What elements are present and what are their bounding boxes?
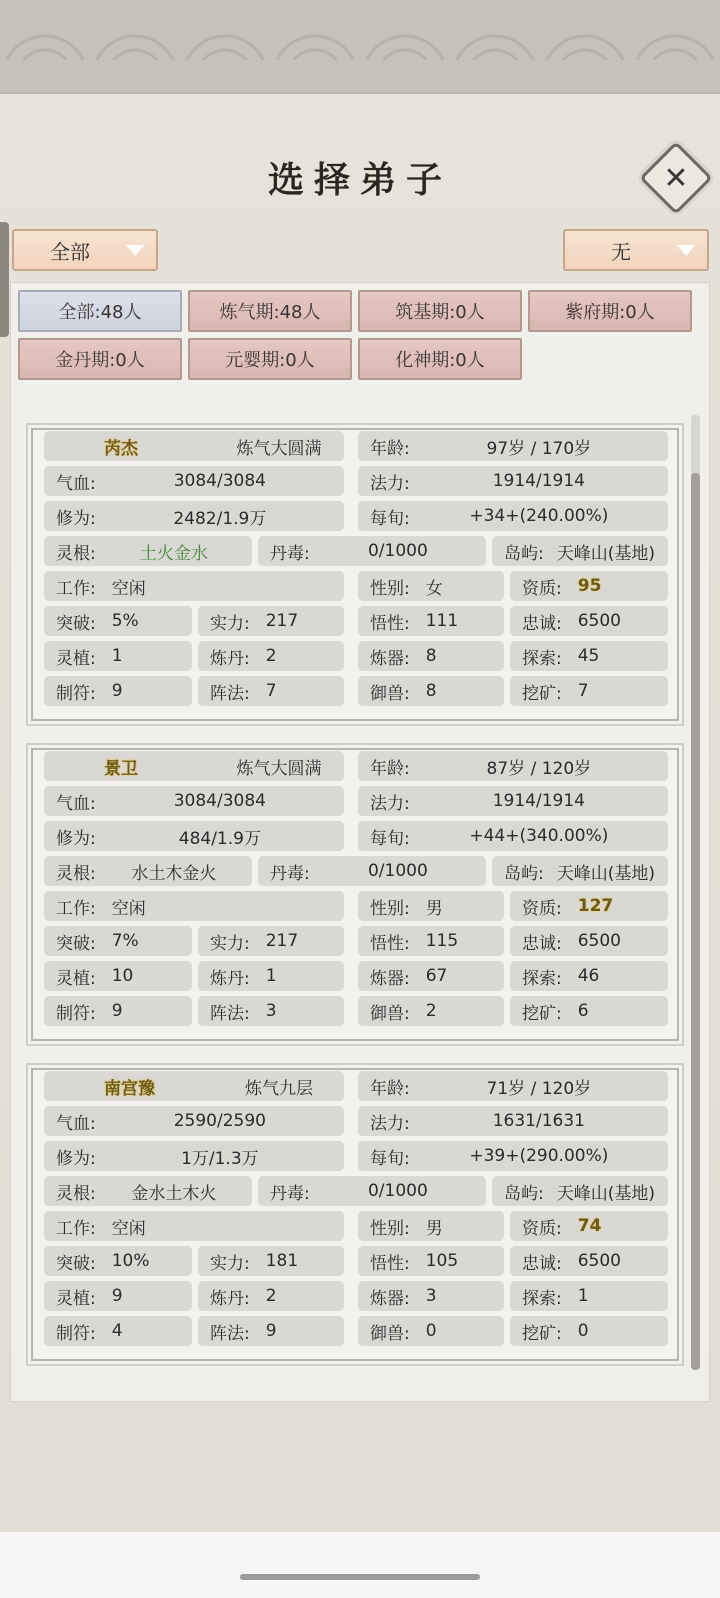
disciple-name: 南宫豫 xyxy=(104,1078,155,1099)
stat-value: 6500 xyxy=(577,931,621,951)
stat-talisman xyxy=(44,1316,192,1346)
stat-label: 法力: xyxy=(370,473,410,494)
stat-value: 181 xyxy=(265,1251,299,1271)
stat-formation xyxy=(198,996,344,1026)
stat-label: 阵法: xyxy=(210,1323,250,1344)
stat-label: 阵法: xyxy=(210,683,250,704)
stat-value: 0/1000 xyxy=(367,861,428,881)
stat-value: 男 xyxy=(425,1218,443,1239)
stat-mining xyxy=(510,1316,668,1346)
stat-value: 1914/1914 xyxy=(492,791,585,811)
stat-aptitude xyxy=(510,891,668,921)
stat-value: 3 xyxy=(265,1001,277,1021)
stat-value: 空闲 xyxy=(111,898,146,919)
filter-button[interactable]: 炼气期:48人 xyxy=(188,290,352,332)
filter-button[interactable]: 紫府期:0人 xyxy=(528,290,692,332)
stat-value: 87岁 / 120岁 xyxy=(486,758,592,779)
stat-plant xyxy=(44,961,192,991)
stat-value: 天峰山(基地) xyxy=(556,1183,655,1204)
stat-value: 9 xyxy=(111,1286,123,1306)
stat-value: 1914/1914 xyxy=(492,471,585,491)
stat-explore xyxy=(510,961,668,991)
top-wave-band xyxy=(0,0,720,100)
stat-value: 金水土木火 xyxy=(131,1183,217,1204)
disciple-realm: 炼气九层 xyxy=(245,1078,313,1099)
stat-comprehension xyxy=(358,606,504,636)
stat-value: 水土木金火 xyxy=(131,863,217,884)
stat-label: 性别: xyxy=(370,898,410,919)
filter-button[interactable]: 化神期:0人 xyxy=(358,338,522,380)
sort-dropdown-value: 无 xyxy=(611,239,631,264)
stat-value: 0 xyxy=(425,1321,437,1341)
stat-label: 年龄: xyxy=(370,438,410,459)
stat-label: 灵植: xyxy=(56,968,96,989)
stat-label: 突破: xyxy=(56,613,96,634)
stat-label: 悟性: xyxy=(370,933,410,954)
stat-island xyxy=(492,1176,668,1206)
stat-value: 1631/1631 xyxy=(492,1111,585,1131)
stat-label: 灵植: xyxy=(56,648,96,669)
stat-value: 1 xyxy=(577,1286,589,1306)
stat-label: 炼器: xyxy=(370,648,410,669)
stat-label: 岛屿: xyxy=(504,863,544,884)
stat-value: 0/1000 xyxy=(367,1181,428,1201)
stat-label: 实力: xyxy=(210,933,250,954)
stat-value: +39+(290.00%) xyxy=(469,1146,609,1166)
stat-value: 67 xyxy=(425,966,448,986)
home-indicator[interactable] xyxy=(240,1574,480,1580)
stat-breakthrough xyxy=(44,1246,192,1276)
stat-work xyxy=(44,571,344,601)
stat-age xyxy=(358,431,668,461)
stat-label: 御兽: xyxy=(370,1323,410,1344)
stat-label: 悟性: xyxy=(370,1253,410,1274)
stat-label: 悟性: xyxy=(370,613,410,634)
stat-label: 每旬: xyxy=(370,828,410,849)
stat-value: 7 xyxy=(265,681,277,701)
sort-dropdown[interactable] xyxy=(563,229,709,271)
disciple-realm: 炼气大圆满 xyxy=(236,438,322,459)
stat-label: 年龄: xyxy=(370,1078,410,1099)
chevron-down-icon xyxy=(677,245,695,256)
stat-value: 1万/1.3万 xyxy=(181,1148,259,1169)
stat-work xyxy=(44,891,344,921)
disciple-name: 景卫 xyxy=(104,758,138,779)
stat-mana xyxy=(358,466,668,496)
disciple-realm: 炼气大圆满 xyxy=(236,758,322,779)
filter-button[interactable]: 金丹期:0人 xyxy=(18,338,182,380)
stat-value: 127 xyxy=(577,896,614,916)
stat-value: 6 xyxy=(577,1001,589,1021)
stat-mining xyxy=(510,676,668,706)
stat-beast xyxy=(358,1316,504,1346)
stat-value: 7 xyxy=(577,681,589,701)
disciple-card[interactable] xyxy=(26,423,684,726)
stat-label: 突破: xyxy=(56,933,96,954)
stat-value: 3 xyxy=(425,1286,437,1306)
stat-label: 炼丹: xyxy=(210,968,250,989)
stat-label: 工作: xyxy=(56,578,96,599)
stat-value: 95 xyxy=(577,576,602,596)
filter-button[interactable]: 元婴期:0人 xyxy=(188,338,352,380)
stat-formation xyxy=(198,1316,344,1346)
stat-comprehension xyxy=(358,1246,504,1276)
stat-label: 灵根: xyxy=(56,863,96,884)
stat-root xyxy=(44,856,252,886)
stat-value: 0/1000 xyxy=(367,541,428,561)
stat-label: 实力: xyxy=(210,1253,250,1274)
stat-work xyxy=(44,1211,344,1241)
stat-forge xyxy=(358,1281,504,1311)
stat-plant xyxy=(44,641,192,671)
stat-value: 空闲 xyxy=(111,1218,146,1239)
stat-value: 2590/2590 xyxy=(173,1111,266,1131)
stat-label: 制符: xyxy=(56,1323,96,1344)
system-nav-bar xyxy=(0,1532,720,1598)
stat-label: 丹毒: xyxy=(270,543,310,564)
disciple-name-cell xyxy=(44,751,344,781)
stat-label: 年龄: xyxy=(370,758,410,779)
stat-label: 灵根: xyxy=(56,1183,96,1204)
stat-label: 性别: xyxy=(370,1218,410,1239)
stat-label: 挖矿: xyxy=(522,683,562,704)
stat-mining xyxy=(510,996,668,1026)
stat-value: 1 xyxy=(111,646,123,666)
stat-label: 修为: xyxy=(56,828,96,849)
stat-value: 97岁 / 170岁 xyxy=(486,438,592,459)
stat-value: 1 xyxy=(265,966,277,986)
stat-label: 制符: xyxy=(56,1003,96,1024)
stat-mana xyxy=(358,1106,668,1136)
stat-label: 修为: xyxy=(56,508,96,529)
stat-label: 突破: xyxy=(56,1253,96,1274)
stat-forge xyxy=(358,961,504,991)
stat-label: 气血: xyxy=(56,473,96,494)
stat-value: 8 xyxy=(425,646,437,666)
stat-value: 3084/3084 xyxy=(173,471,266,491)
stat-value: 6500 xyxy=(577,1251,621,1271)
stat-value: 2 xyxy=(425,1001,437,1021)
stat-value: 105 xyxy=(425,1251,459,1271)
stat-aptitude xyxy=(510,1211,668,1241)
stat-label: 岛屿: xyxy=(504,543,544,564)
stat-beast xyxy=(358,996,504,1026)
stat-age xyxy=(358,1071,668,1101)
stat-label: 忠诚: xyxy=(522,933,562,954)
stat-poison xyxy=(258,1176,486,1206)
stat-label: 制符: xyxy=(56,683,96,704)
realm-dropdown-value: 全部 xyxy=(50,239,90,264)
stat-label: 法力: xyxy=(370,793,410,814)
stat-gender xyxy=(358,571,504,601)
stat-breakthrough xyxy=(44,926,192,956)
disciple-name-cell xyxy=(44,431,344,461)
stat-label: 探索: xyxy=(522,1288,562,1309)
stat-poison xyxy=(258,856,486,886)
stat-per_turn xyxy=(358,1141,668,1171)
stat-comprehension xyxy=(358,926,504,956)
stat-label: 忠诚: xyxy=(522,1253,562,1274)
stat-value: +34+(240.00%) xyxy=(469,506,609,526)
stat-value: 天峰山(基地) xyxy=(556,543,655,564)
stat-loyalty xyxy=(510,606,668,636)
stat-value: 10 xyxy=(111,966,134,986)
stat-hp xyxy=(44,466,344,496)
stat-label: 丹毒: xyxy=(270,1183,310,1204)
stat-per_turn xyxy=(358,821,668,851)
stat-label: 丹毒: xyxy=(270,863,310,884)
stat-label: 资质: xyxy=(522,578,562,599)
stat-label: 性别: xyxy=(370,578,410,599)
stat-root xyxy=(44,1176,252,1206)
stat-alchemy xyxy=(198,1281,344,1311)
stat-value: 45 xyxy=(577,646,600,666)
stat-cultivation xyxy=(44,501,344,531)
stat-value: 484/1.9万 xyxy=(178,828,261,849)
stat-label: 御兽: xyxy=(370,683,410,704)
stat-value: 7% xyxy=(111,931,139,951)
stat-hp xyxy=(44,786,344,816)
realm-dropdown[interactable] xyxy=(12,229,158,271)
stat-loyalty xyxy=(510,926,668,956)
stat-explore xyxy=(510,1281,668,1311)
filter-button[interactable]: 全部:48人 xyxy=(18,290,182,332)
stat-value: 217 xyxy=(265,611,299,631)
stat-value: 3084/3084 xyxy=(173,791,266,811)
stat-label: 实力: xyxy=(210,613,250,634)
stat-value: 8 xyxy=(425,681,437,701)
scrollbar[interactable] xyxy=(691,415,700,1370)
stat-value: 9 xyxy=(265,1321,277,1341)
stat-value: 0 xyxy=(577,1321,589,1341)
stat-value: 女 xyxy=(425,578,443,599)
stat-label: 资质: xyxy=(522,1218,562,1239)
stat-alchemy xyxy=(198,961,344,991)
stat-label: 探索: xyxy=(522,968,562,989)
stat-label: 探索: xyxy=(522,648,562,669)
stat-forge xyxy=(358,641,504,671)
stat-label: 炼丹: xyxy=(210,1288,250,1309)
stat-strength xyxy=(198,1246,344,1276)
chevron-down-icon xyxy=(126,245,144,256)
stat-per_turn xyxy=(358,501,668,531)
stat-label: 修为: xyxy=(56,1148,96,1169)
stat-value: 74 xyxy=(577,1216,602,1236)
stat-value: 9 xyxy=(111,1001,123,1021)
stat-island xyxy=(492,536,668,566)
stat-label: 气血: xyxy=(56,1113,96,1134)
stat-value: 10% xyxy=(111,1251,150,1271)
stat-breakthrough xyxy=(44,606,192,636)
stat-label: 工作: xyxy=(56,898,96,919)
stat-label: 气血: xyxy=(56,793,96,814)
side-drawer-handle[interactable] xyxy=(0,222,9,337)
stat-value: 217 xyxy=(265,931,299,951)
stat-value: 男 xyxy=(425,898,443,919)
stat-talisman xyxy=(44,676,192,706)
stat-label: 挖矿: xyxy=(522,1323,562,1344)
stat-value: 2 xyxy=(265,1286,277,1306)
filter-button[interactable]: 筑基期:0人 xyxy=(358,290,522,332)
stat-value: 111 xyxy=(425,611,459,631)
stat-value: 5% xyxy=(111,611,139,631)
stat-plant xyxy=(44,1281,192,1311)
stat-label: 炼器: xyxy=(370,968,410,989)
stat-label: 每旬: xyxy=(370,1148,410,1169)
stat-label: 灵根: xyxy=(56,543,96,564)
stat-label: 每旬: xyxy=(370,508,410,529)
disciple-card[interactable] xyxy=(26,743,684,1046)
stat-value: 71岁 / 120岁 xyxy=(486,1078,592,1099)
stat-island xyxy=(492,856,668,886)
disciple-card[interactable] xyxy=(26,1063,684,1366)
stat-strength xyxy=(198,926,344,956)
stat-mana xyxy=(358,786,668,816)
stat-beast xyxy=(358,676,504,706)
stat-explore xyxy=(510,641,668,671)
disciple-name-cell xyxy=(44,1071,344,1101)
stat-label: 挖矿: xyxy=(522,1003,562,1024)
stat-hp xyxy=(44,1106,344,1136)
stat-label: 工作: xyxy=(56,1218,96,1239)
disciple-name: 芮杰 xyxy=(104,438,138,459)
stat-label: 忠诚: xyxy=(522,613,562,634)
scrollbar-thumb[interactable] xyxy=(691,473,700,1370)
stat-talisman xyxy=(44,996,192,1026)
stat-loyalty xyxy=(510,1246,668,1276)
stat-value: 天峰山(基地) xyxy=(556,863,655,884)
stat-label: 灵植: xyxy=(56,1288,96,1309)
close-icon: ✕ xyxy=(663,160,689,196)
stat-value: 2482/1.9万 xyxy=(173,508,267,529)
stat-value: +44+(340.00%) xyxy=(469,826,609,846)
stat-gender xyxy=(358,891,504,921)
stat-cultivation xyxy=(44,821,344,851)
stat-value: 46 xyxy=(577,966,600,986)
stat-cultivation xyxy=(44,1141,344,1171)
stat-label: 阵法: xyxy=(210,1003,250,1024)
stat-strength xyxy=(198,606,344,636)
stat-gender xyxy=(358,1211,504,1241)
stat-root xyxy=(44,536,252,566)
stat-label: 御兽: xyxy=(370,1003,410,1024)
stat-value: 4 xyxy=(111,1321,123,1341)
stat-poison xyxy=(258,536,486,566)
stat-label: 岛屿: xyxy=(504,1183,544,1204)
stat-value: 2 xyxy=(265,646,277,666)
page-title: 选择弟子 xyxy=(267,159,452,201)
stat-label: 资质: xyxy=(522,898,562,919)
stat-alchemy xyxy=(198,641,344,671)
stat-aptitude xyxy=(510,571,668,601)
stat-formation xyxy=(198,676,344,706)
stat-label: 炼丹: xyxy=(210,648,250,669)
stat-label: 炼器: xyxy=(370,1288,410,1309)
stat-age xyxy=(358,751,668,781)
stat-value: 6500 xyxy=(577,611,621,631)
stat-value: 9 xyxy=(111,681,123,701)
stat-value: 空闲 xyxy=(111,578,146,599)
stat-label: 法力: xyxy=(370,1113,410,1134)
stat-value: 土火金水 xyxy=(139,543,208,564)
stat-value: 115 xyxy=(425,931,459,951)
